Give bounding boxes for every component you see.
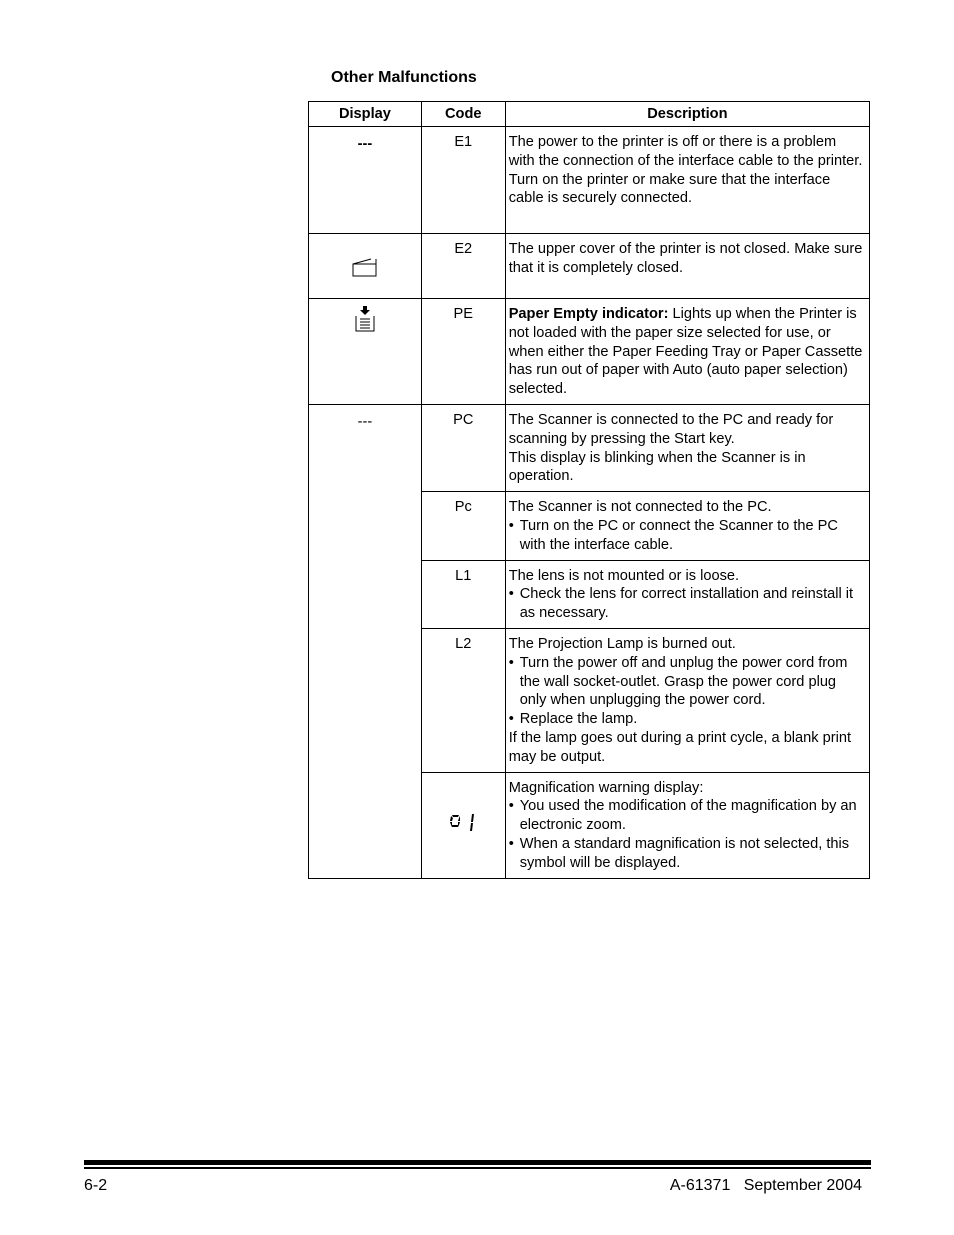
code-cell: L1 (421, 560, 505, 628)
bullet-item: • Check the lens for correct installation and reinstall it as necessary. (509, 585, 864, 623)
code-cell: Pc (421, 492, 505, 560)
footer-rule-thin (84, 1167, 871, 1169)
description-text: The power to the printer is off or there is a problem with the connection of the interface cable to the printer. Turn on the printer or make sure that the interface cable is securely connected. (508, 134, 863, 207)
code-cell: E2 (421, 234, 505, 299)
bullet-item: • Turn the power off and unplug the power cord from the wall socket-outlet. Grasp the power cord plug only when unplugging the power cord. (509, 654, 864, 710)
description-cell (505, 127, 869, 234)
page-number: 6-2 (84, 1177, 108, 1194)
code-cell: L2 (421, 628, 505, 772)
footer-rule (84, 1160, 871, 1165)
description-cell (505, 492, 869, 560)
description-text: The lens is not mounted or is loose. (508, 567, 740, 584)
section-title: Other Malfunctions (331, 69, 477, 86)
code-cell: PC (421, 404, 505, 491)
description-text: This display is blinking when the Scanner is in operation. (508, 449, 806, 485)
description-text: The Scanner is not connected to the PC. (508, 499, 772, 516)
description-text: If the lamp goes out during a print cycle, a blank print may be output. (508, 729, 852, 765)
table-row-e2 (309, 234, 870, 299)
display-cell: --- (309, 127, 422, 234)
description-cell (505, 234, 869, 299)
column-header-code: Code (421, 102, 505, 127)
description-text: Magnification warning display: (508, 779, 704, 796)
description-cell (505, 560, 869, 628)
table-row-pc (309, 404, 870, 491)
column-header-display: Display (309, 102, 422, 127)
description-cell (505, 628, 869, 772)
display-cell: --- (309, 404, 422, 878)
code-cell: PE (421, 299, 505, 405)
bullet-item: • When a standard magnification is not selected, this symbol will be displayed. (509, 835, 864, 873)
description-cell (505, 772, 869, 878)
code-cell: E1 (421, 127, 505, 234)
description-cell (505, 404, 869, 491)
table-row-pe (309, 299, 870, 405)
display-cell (309, 234, 422, 299)
document-info: A-61371 September 2004 (669, 1177, 862, 1194)
bullet-item: • You used the modification of the magnification by an electronic zoom. (509, 797, 864, 835)
seven-segment-01-icon (448, 812, 478, 840)
description-text: The upper cover of the printer is not closed. Make sure that it is completely closed. (508, 241, 863, 276)
malfunctions-table (308, 101, 870, 879)
code-cell (421, 772, 505, 878)
bullet-item: • Replace the lamp. (509, 710, 864, 729)
column-header-description: Description (505, 102, 869, 127)
table-header-row (309, 102, 870, 127)
table-row-e1 (309, 127, 870, 234)
description-cell (505, 299, 869, 405)
description-text: The Projection Lamp is burned out. (508, 635, 736, 652)
bullet-item: • Turn on the PC or connect the Scanner to the PC with the interface cable. (509, 517, 864, 555)
description-text: The Scanner is connected to the PC and ready for scanning by pressing the Start key. (508, 411, 834, 447)
paper-empty-label: Paper Empty indicator: (508, 306, 669, 322)
paper-empty-icon (353, 305, 377, 339)
description-text: Lights up when the Printer is not loaded with the paper size selected for use, or when either the Paper Feeding Tray or Paper Cassette has run out of paper with Auto (auto paper selection) selected. (508, 306, 863, 398)
display-cell (309, 299, 422, 405)
open-cover-icon (351, 256, 379, 284)
